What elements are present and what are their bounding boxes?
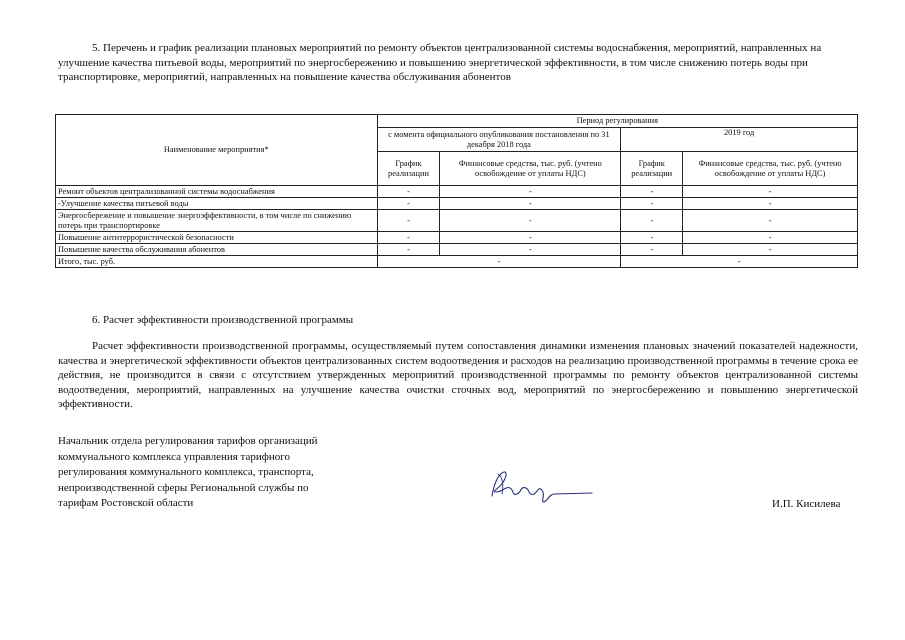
row-name: Энергосбережение и повышение энергоэффективности, в том числе по снижению потерь при транспортировке [56,210,378,232]
table-row [56,210,858,232]
section-6-title: 6. Расчет эффективности производственной программы [92,314,354,326]
header-schedule-2019: График реализации [621,152,683,186]
row-name: Ремонт объектов централизованной системы водоснабжения [56,186,378,198]
row-schedule-2018: - [377,232,440,244]
total-value-2019: - [621,256,858,268]
table-row [56,244,858,256]
row-name: Повышение качества обслуживания абонентов [56,244,378,256]
row-schedule-2019: - [621,244,683,256]
signer-name: И.П. Кисилева [772,498,841,510]
total-value-2018: - [377,256,621,268]
row-finance-2018: - [440,198,621,210]
row-finance-2018: - [440,210,621,232]
row-schedule-2019: - [621,186,683,198]
handwritten-signature [484,466,604,506]
signer-line: Начальник отдела регулирования тарифов организаций [58,435,318,447]
signer-line: тарифам Ростовской области [58,497,194,509]
header-finance-2019: Финансовые средства, тыс. руб. (учтено освобождение от уплаты НДС) [683,152,858,186]
table-row [56,186,858,198]
table-row [56,198,858,210]
section-5-text: 5. Перечень и график реализации плановых мероприятий по ремонту объектов централизованной системы водоснабжения, мероприятий, направленных на улучшение качества питьевой воды, мероприятий по энергосбережению и повышению энергетической эффективности, в том числе снижению потерь воды при транспортировке, мероприятий, направленных на повышение качества обслуживания абонентов [58,42,822,83]
header-period-2018: с момента официального опубликования постановления по 31 декабря 2018 года [377,128,621,152]
row-finance-2019: - [683,244,858,256]
header-period: Период регулирования [377,115,857,128]
row-schedule-2019: - [621,232,683,244]
row-finance-2018: - [440,186,621,198]
row-schedule-2019: - [621,210,683,232]
row-schedule-2019: - [621,198,683,210]
row-finance-2019: - [683,186,858,198]
row-finance-2019: - [683,198,858,210]
row-schedule-2018: - [377,244,440,256]
row-schedule-2018: - [377,210,440,232]
row-name: Повышение антитеррористической безопасности [56,232,378,244]
row-schedule-2018: - [377,198,440,210]
row-finance-2019: - [683,232,858,244]
header-finance-2018: Финансовые средства, тыс. руб. (учтено освобождение от уплаты НДС) [440,152,621,186]
plan-table [55,114,858,268]
row-name: -Улучшение качества питьевой воды [56,198,378,210]
row-finance-2019: - [683,210,858,232]
signer-line: непроизводственной сферы Региональной службы по [58,481,309,494]
table-row [56,232,858,244]
header-period-2019: 2019 год [621,128,858,152]
table-total-row [56,256,858,268]
row-schedule-2018: - [377,186,440,198]
row-finance-2018: - [440,244,621,256]
section-6-text: Расчет эффективности производственной программы, осуществляемый путем сопоставления динамики изменения плановых значений показателей надежности, качества и энергетической эффективности объектов централизованных систем водоотведения и расходов на реализацию производственной программы в течение срока ее действия, не производится в связи с отсутствием утвержденных мероприятий производственной программы по ремонту объектов централизованной системы водоотведения, мероприятий, направленных на улучшение качества очистки сточных вод, мероприятий по энергосбережению и повышению энергетической эффективности. [58,340,858,410]
header-name: Наименование мероприятия* [56,115,378,186]
row-finance-2018: - [440,232,621,244]
header-schedule-2018: График реализации [377,152,440,186]
signer-line: регулирования коммунального комплекса, транспорта, [58,466,314,478]
signer-position [58,434,378,512]
total-name: Итого, тыс. руб. [56,256,378,268]
signer-line: коммунального комплекса управления тарифного [58,450,290,463]
